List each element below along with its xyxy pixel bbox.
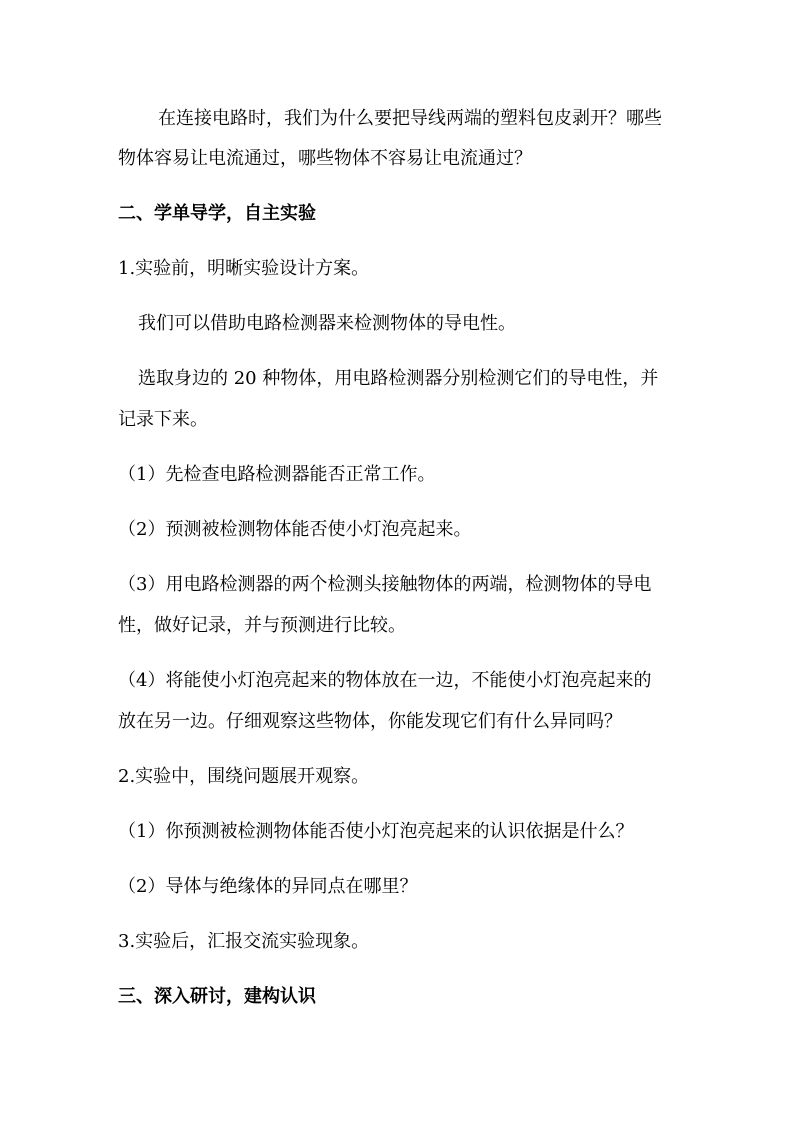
step-1-item-4-line-1: （4）将能使小灯泡亮起来的物体放在一边，不能使小灯泡亮起来的 (118, 670, 652, 691)
step-1-item-1: （1）先检查电路检测器能否正常工作。 (118, 464, 436, 485)
section-heading-2: 二、学单导学，自主实验 (118, 203, 316, 224)
intro-paragraph-line-2: 物体容易让电流通过，哪些物体不容易让电流通过？ (118, 148, 532, 169)
step-1-paragraph-1: 我们可以借助电路检测器来检测物体的导电性。 (138, 313, 516, 334)
step-1-paragraph-2-line-2: 记录下来。 (118, 409, 208, 430)
step-3-title: 3.实验后，汇报交流实验现象。 (118, 931, 370, 952)
step-2-title: 2.实验中，围绕问题展开观察。 (118, 766, 370, 787)
section-heading-3: 三、深入研讨，建构认识 (118, 986, 316, 1007)
step-1-paragraph-2-line-1: 选取身边的 20 种物体，用电路检测器分别检测它们的导电性，并 (138, 368, 659, 389)
step-1-title: 1.实验前，明晰实验设计方案。 (118, 258, 370, 279)
step-1-item-4-line-2: 放在另一边。仔细观察这些物体，你能发现它们有什么异同吗？ (118, 711, 622, 732)
intro-paragraph-line-1: 在连接电路时，我们为什么要把导线两端的塑料包皮剥开？哪些 (158, 108, 662, 129)
step-1-item-3-line-2: 性，做好记录，并与预测进行比较。 (118, 615, 406, 636)
step-2-item-2: （2）导体与绝缘体的异同点在哪里？ (118, 876, 418, 897)
step-2-item-1: （1）你预测被检测物体能否使小灯泡亮起来的认识依据是什么？ (118, 821, 634, 842)
step-1-item-3-line-1: （3）用电路检测器的两个检测头接触物体的两端，检测物体的导电 (118, 574, 652, 595)
step-1-item-2: （2）预测被检测物体能否使小灯泡亮起来。 (118, 519, 472, 540)
